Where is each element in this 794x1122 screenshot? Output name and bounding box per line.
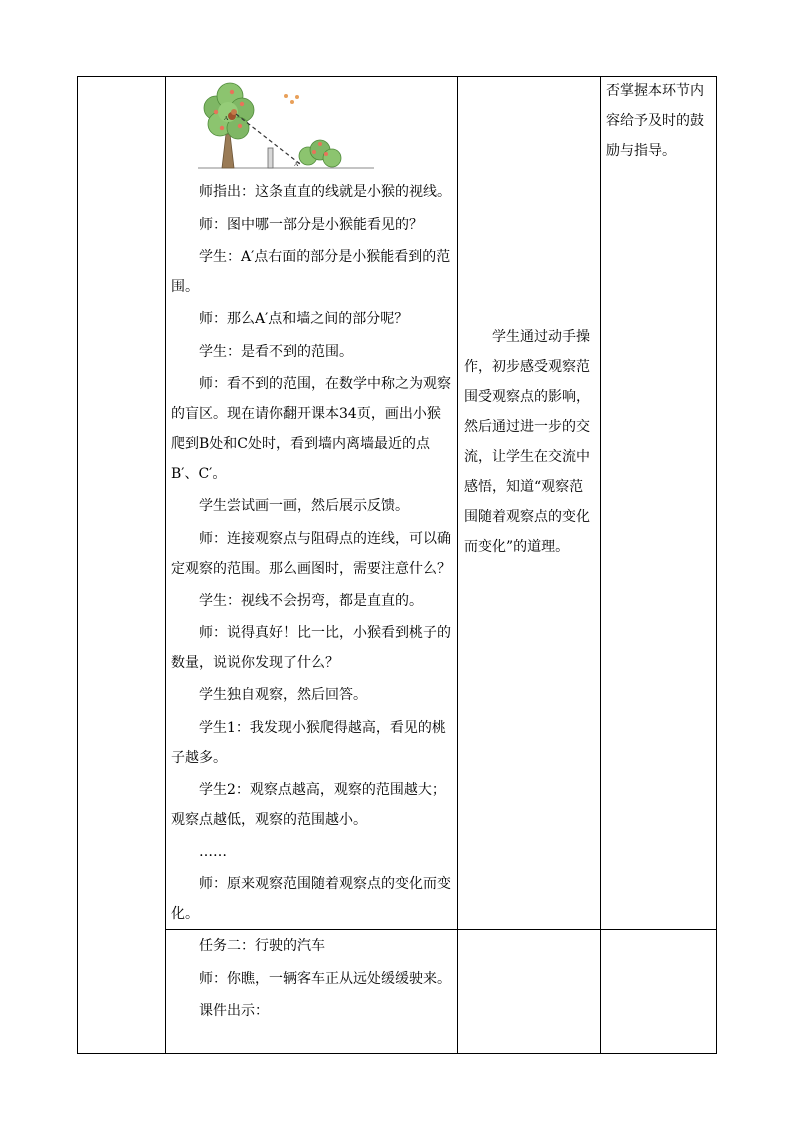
paragraph: 师：图中哪一部分是小猴能看见的？ (199, 216, 423, 233)
paragraph: 师：说得真好！比一比，小猴看到桃子的数量，说说你发现了什么？ (171, 625, 451, 671)
label-a-prime: A′ (294, 162, 300, 168)
label-a: A (224, 116, 229, 122)
paragraph: 师：你瞧，一辆客车正从远处缓缓驶来。 (199, 970, 451, 987)
column-divider (165, 76, 166, 1054)
paragraph: 学生2：观察点越高，观察的范围越大；观察点越低，观察的范围越小。 (171, 781, 446, 828)
paragraph: 学生尝试画一画，然后展示反馈。 (199, 498, 409, 514)
paragraph: 师：连接观察点与阻碍点的连线，可以确定观察的范围。那么画图时，需要注意什么？ (171, 530, 451, 577)
paragraph: 学生：视线不会拐弯，都是直直的。 (199, 592, 423, 609)
paragraph: 师：看不到的范围，在数学中称之为观察的盲区。现在请你翻开课本34页，画出小猴爬到B处和C处时，看到墙内离墙最近的点B′、C′。 (171, 376, 451, 482)
paragraph: 师：原来观察范围随着观察点的变化而变化。 (171, 876, 451, 922)
paragraph: …… (199, 843, 227, 860)
tree-trunk (222, 134, 234, 168)
evaluation-text: 否掌握本环节内容给予及时的鼓励与指导。 (606, 83, 704, 159)
row1-design-intent-cell (464, 322, 594, 562)
paragraph: 学生：A′点右面的部分是小猴能看到的范围。 (171, 249, 451, 295)
column-divider (457, 76, 458, 1054)
row1-teaching-process-cell (171, 183, 453, 943)
table-right-border (716, 76, 717, 1054)
wall (268, 148, 273, 168)
monkey-tree-illustration (196, 82, 380, 172)
paragraph: 学生1：我发现小猴爬得越高，看见的桃子越多。 (171, 719, 446, 766)
paragraph: 学生：是看不到的范围。 (199, 343, 353, 360)
paragraph: 课件出示： (199, 1003, 269, 1019)
column-divider (600, 76, 601, 1054)
paragraph: 学生独自观察，然后回答。 (199, 687, 367, 703)
task-heading: 任务二：行驶的汽车 (199, 938, 325, 954)
paragraph: 师指出：这条直直的线就是小猴的视线。 (199, 184, 451, 200)
table-left-border (77, 76, 78, 1054)
table-bottom-border (77, 1053, 717, 1054)
tree-canopy (204, 83, 254, 139)
row2-teaching-process-cell (171, 937, 453, 1035)
floating-peaches (284, 94, 299, 104)
design-intent-text: 学生通过动手操作，初步感受观察范围受观察点的影响，然后通过进一步的交流，让学生在交流中感悟，知道“观察范围随着观察点的变化而变化”的道理。 (464, 329, 590, 555)
row1-evaluation-cell (606, 76, 710, 166)
paragraph: 师：那么A′点和墙之间的部分呢？ (199, 311, 409, 327)
peach-bush (299, 140, 341, 167)
